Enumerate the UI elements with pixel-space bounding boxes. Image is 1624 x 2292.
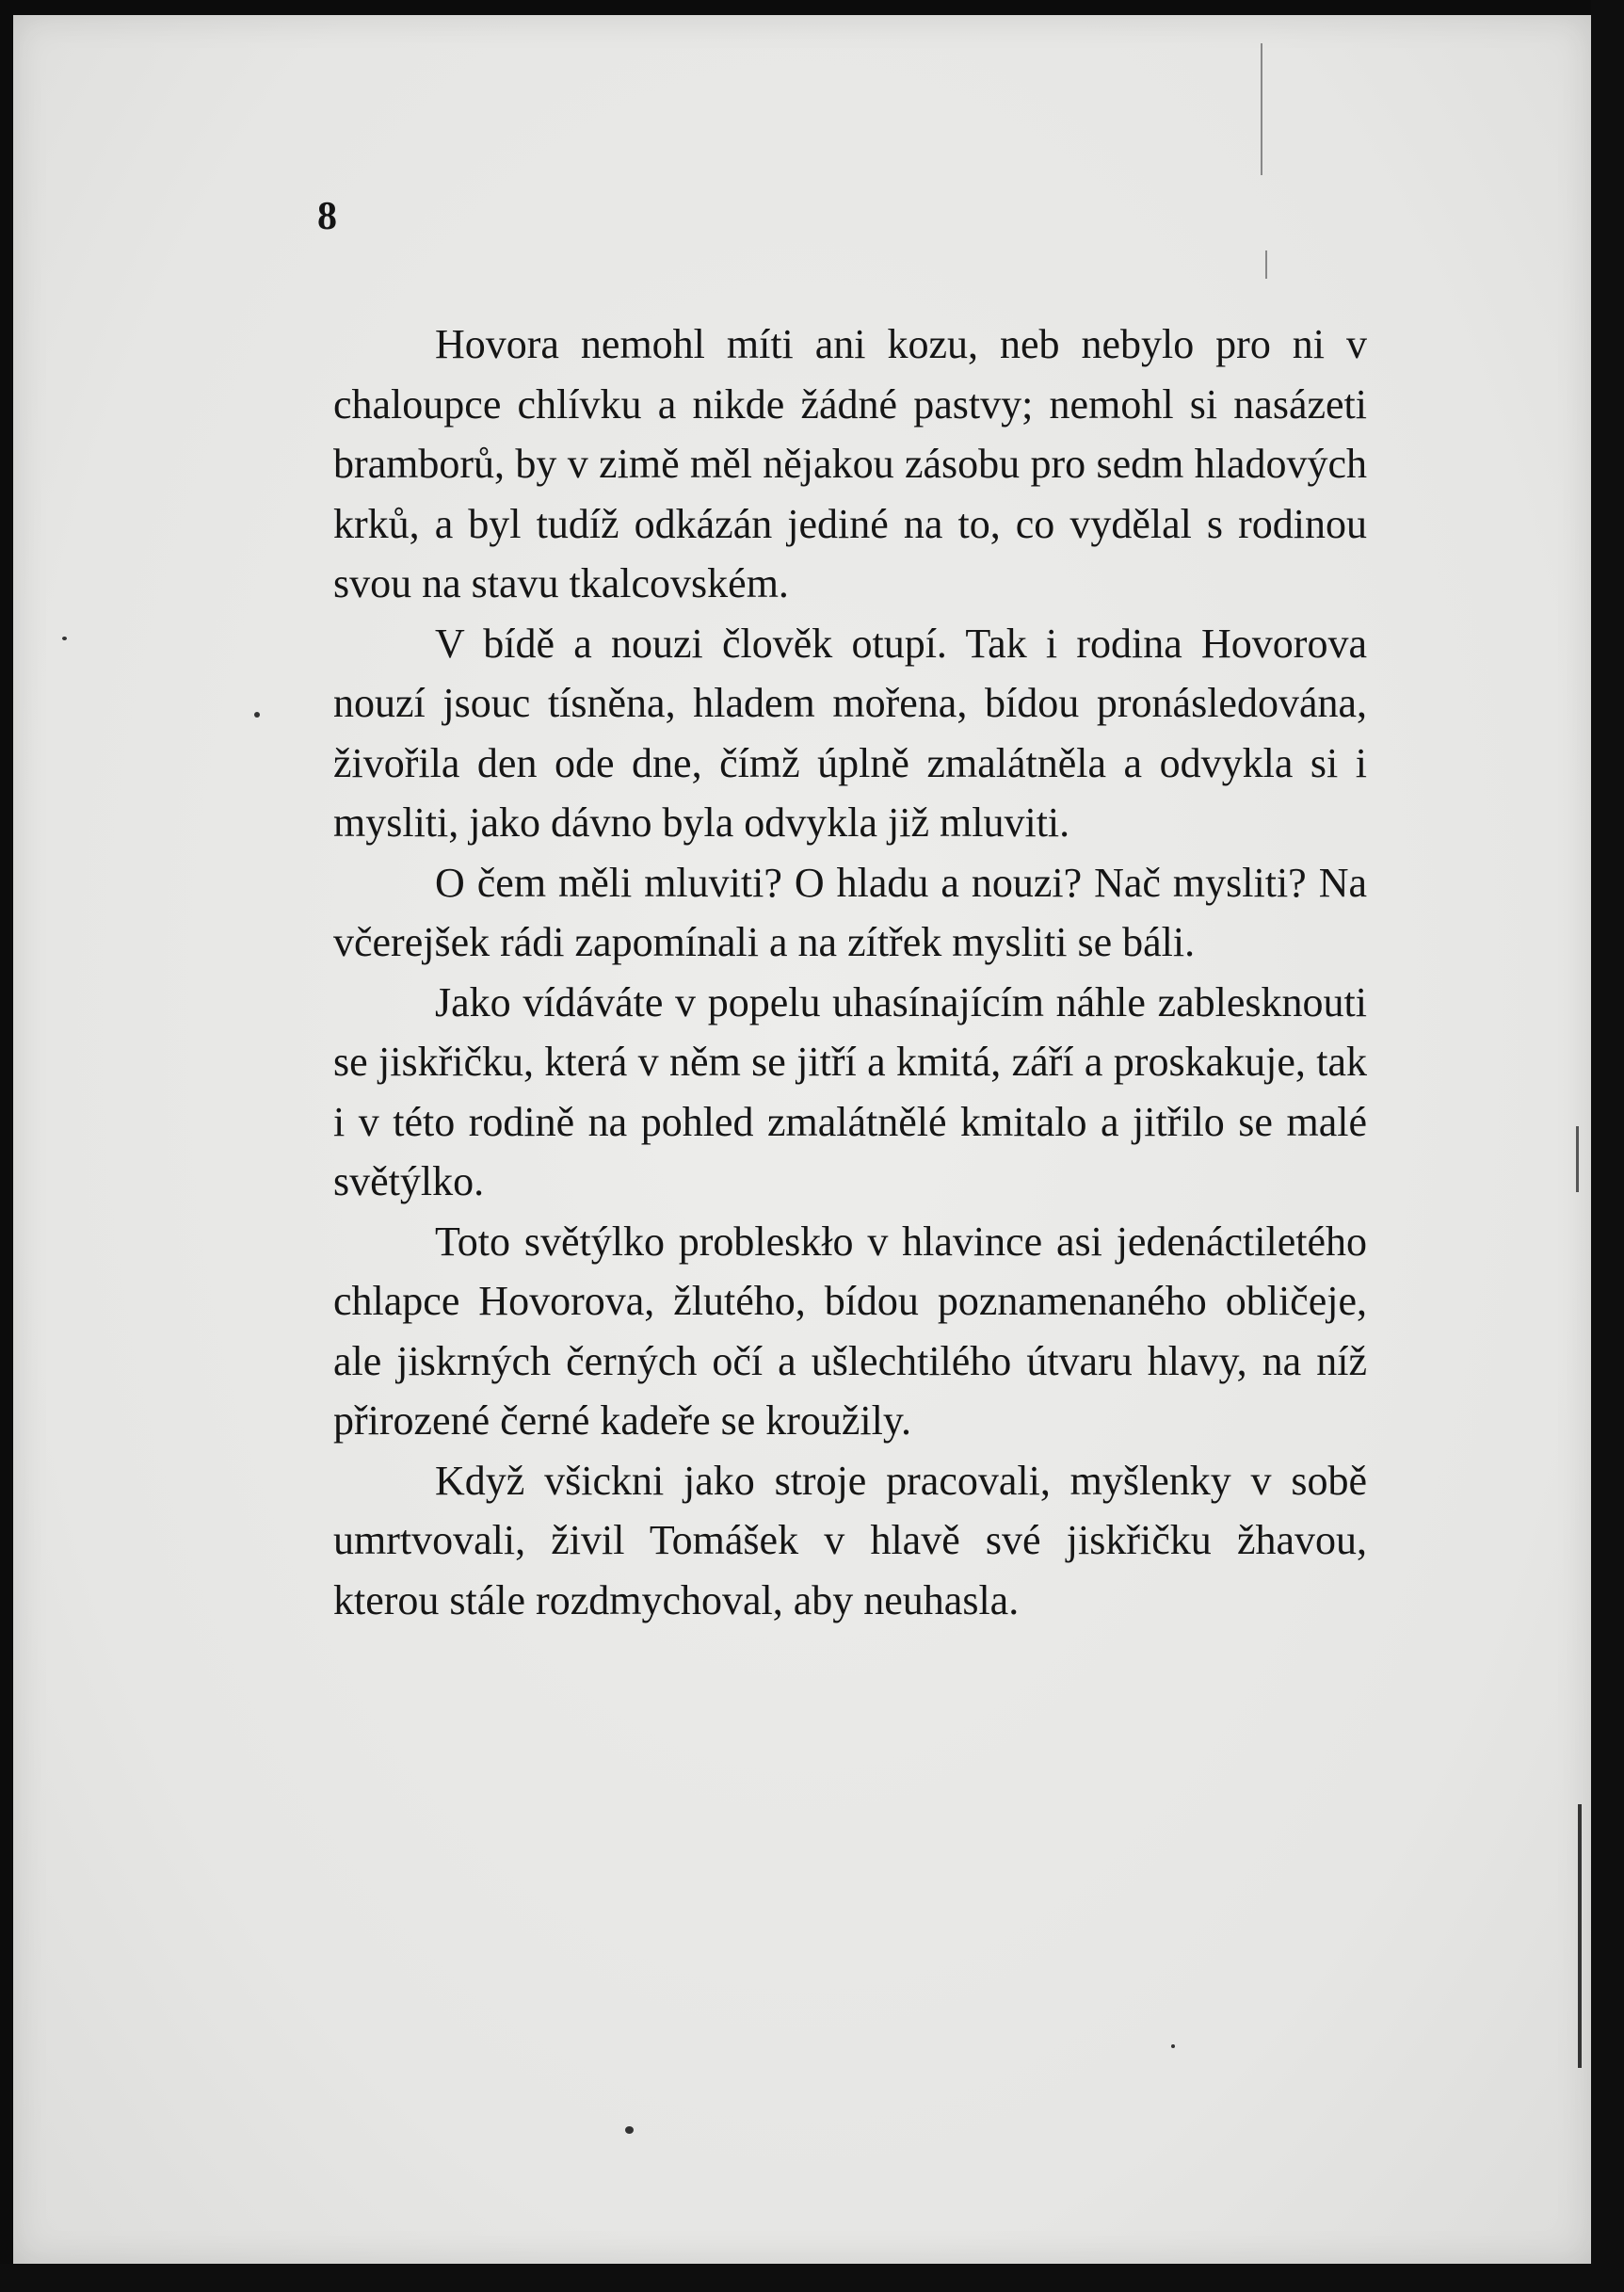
- scan-border-right: [1591, 0, 1624, 2292]
- paragraph: Jako vídáváte v popelu uhasínajícím náhle zablesknouti se jiskřičku, která v něm se jitří a kmitá, září a proskakuje, tak i v této rodině na pohled zmalátnělé kmitalo a jitřilo se malé světýlko.: [333, 978, 1367, 1204]
- paragraph: V bídě a nouzi člověk otupí. Tak i rodina Hovorova nouzí jsouc tísněna, hladem mořena, bídou pronásledována, živořila den ode dne, čímž úplně zmalátněla a odvykla si i mysliti, jako dávno byla odvykla již mluviti.: [333, 620, 1367, 846]
- paragraph: Když všickni jako stroje pracovali, myšlenky v sobě umrtvovali, živil Tomášek v hlavě své jiskřičku žhavou, kterou stále rozdmychoval, aby neuhasla.: [333, 1457, 1367, 1623]
- scan-scratch: [1578, 1804, 1582, 2068]
- scan-speck: [254, 712, 260, 718]
- body-text: [333, 315, 1367, 1630]
- scan-scratch: [1265, 250, 1267, 279]
- scan-border-bottom: [0, 2264, 1624, 2292]
- paragraph: O čem měli mluviti? O hladu a nouzi? Nač mysliti? Na včerejšek rádi zapomínali a na zítřek mysliti se báli.: [333, 859, 1367, 965]
- paragraph: Toto světýlko probleskło v hlavince asi jedenáctiletého chlapce Hovorova, žlutého, bídou poznamenaného obličeje, ale jiskrných černých očí a ušlechtilého útvaru hlavy, na níž přirozené černé kadeře se kroužily.: [333, 1218, 1367, 1444]
- scan-speck: [62, 637, 67, 640]
- scan-speck: [1171, 2044, 1175, 2048]
- scan-scratch: [1576, 1126, 1579, 1192]
- scan-speck: [625, 2126, 634, 2134]
- paragraph: Hovora nemohl míti ani kozu, neb nebylo pro ni v chaloupce chlívku a nikde žádné pastvy; nemohl si nasázeti bramborů, by v zimě měl nějakou zásobu pro sedm hladových krků, a byl tudíž odkázán jediné na to, co vydělal s rodinou svou na stavu tkalcovském.: [333, 321, 1367, 606]
- scan-scratch: [1261, 43, 1262, 175]
- page-number: 8: [317, 195, 337, 238]
- book-page: [13, 15, 1591, 2264]
